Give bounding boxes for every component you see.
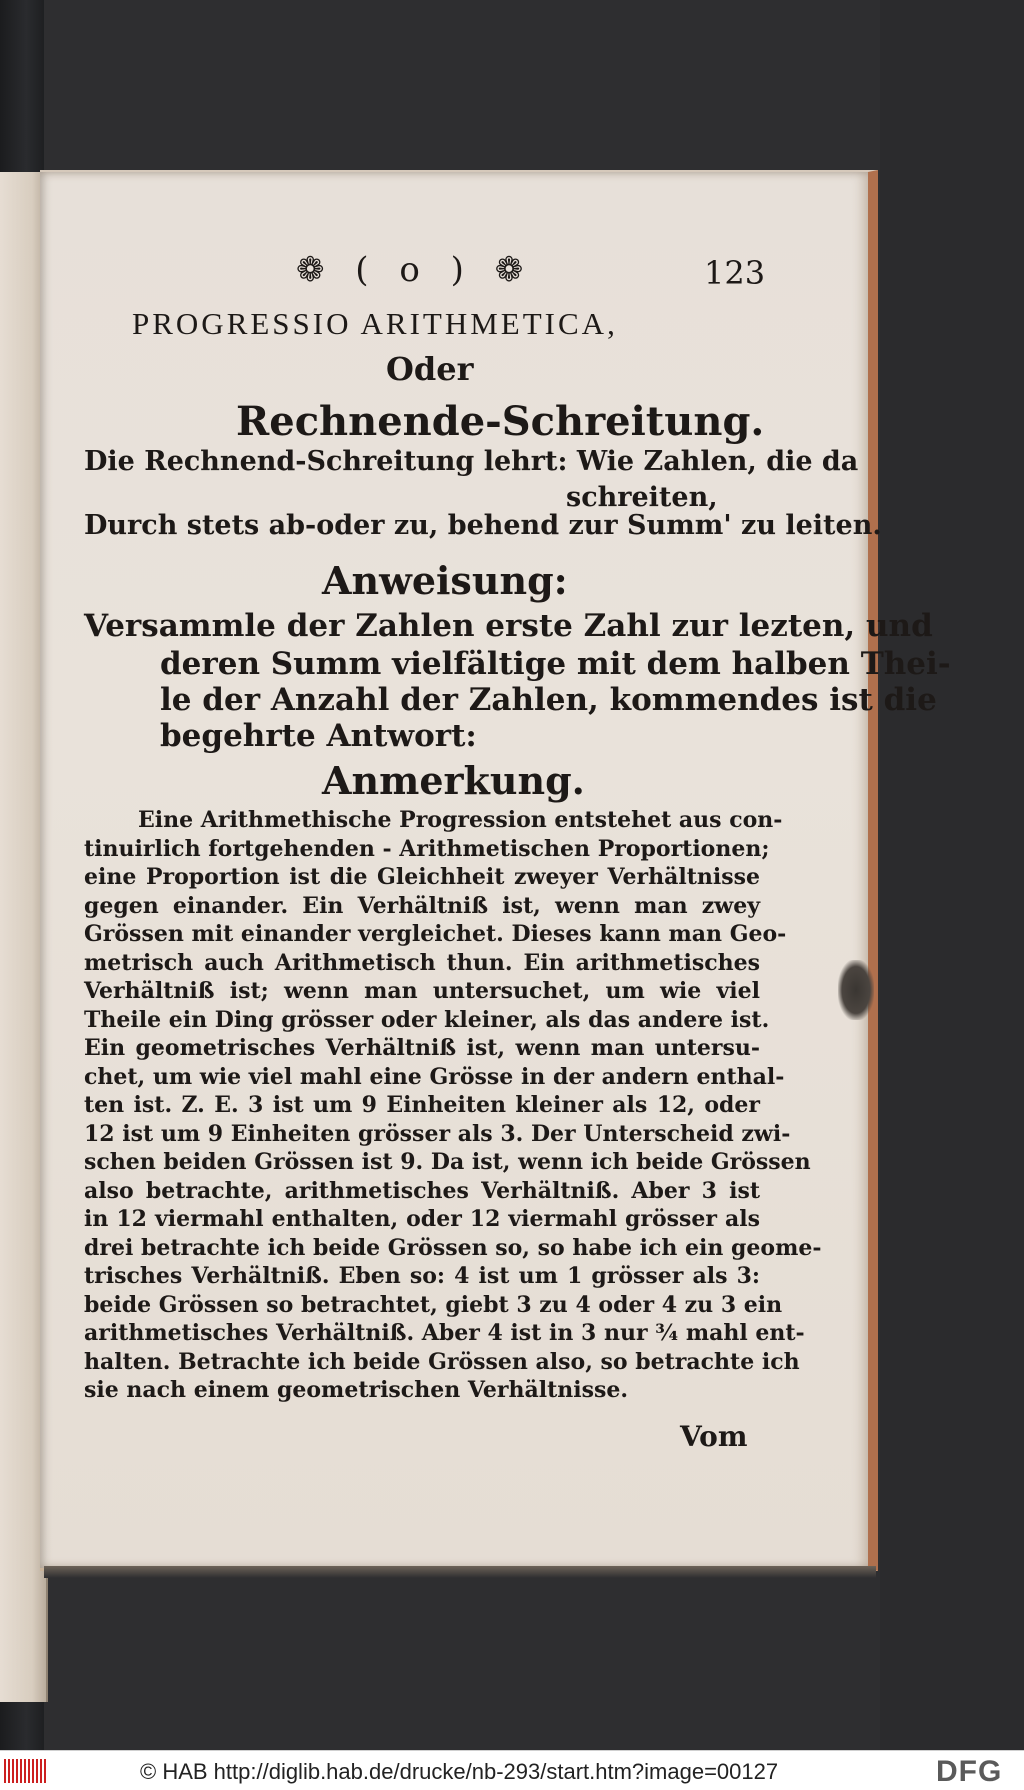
footer-credit-link[interactable]: © HAB http://diglib.hab.de/drucke/nb-293/start.htm?image=00127	[140, 1759, 779, 1784]
motto-line: schreiten,	[566, 482, 718, 513]
body-line: Grössen mit einander vergleichet. Dieses kann man Geo-	[84, 921, 787, 947]
body-line: drei betrachte ich beide Grössen so, so habe ich ein geome-	[84, 1234, 822, 1261]
anmerkung-body	[84, 806, 822, 1405]
body-line: beide Grössen so betrachtet, giebt 3 zu 4 oder 4 zu 3 ein	[84, 1291, 783, 1318]
motto-line: Durch stets ab-oder zu, behend zur Summ' zu leiten.	[84, 510, 882, 541]
body-line: Ein geometrisches Verhältniß ist, wenn man untersu-	[84, 1035, 760, 1061]
title-latin: PROGRESSIO ARITHMETICA,	[132, 306, 618, 341]
body-line: tinuirlich fortgehenden - Arithmetischen Proportionen;	[84, 835, 770, 862]
body-line: eine Proportion ist die Gleichheit zweyer Verhältnisse	[84, 864, 760, 890]
header-ornament: ❁ ( o ) ❁	[296, 250, 534, 290]
title-german: Rechnende-Schreitung.	[236, 398, 765, 445]
instruction-line: Versammle der Zahlen erste Zahl zur lezten, und	[84, 608, 933, 644]
body-line: metrisch auch Arithmetisch thun. Ein arithmetisches	[84, 949, 760, 976]
body-line: chet, um wie viel mahl eine Grösse in der andern enthal-	[84, 1063, 785, 1090]
body-line: schen beiden Grössen ist 9. Da ist, wenn ich beide Grössen	[84, 1149, 811, 1175]
title-oder: Oder	[386, 350, 474, 388]
body-line: halten. Betrachte ich beide Grössen also, so betrachte ich	[84, 1348, 800, 1375]
page-shadow	[44, 1566, 876, 1578]
section-heading-anweisung: Anweisung:	[322, 558, 568, 603]
instruction-line: deren Summ vielfältige mit dem halben Thei-	[160, 646, 951, 682]
body-line: 12 ist um 9 Einheiten grösser als 3. Der Unterscheid zwi-	[84, 1120, 791, 1147]
body-line: arithmetisches Verhältniß. Aber 4 ist in 3 nur ¾ mahl ent-	[84, 1320, 805, 1346]
page-number: 123	[704, 254, 766, 292]
catchword: Vom	[680, 1420, 748, 1453]
scanner-background-right	[880, 0, 1024, 1750]
body-line: Theile ein Ding grösser oder kleiner, als das andere ist.	[84, 1006, 770, 1033]
body-line: sie nach einem geometrischen Verhältnisse.	[84, 1377, 629, 1403]
footer-bar	[0, 1750, 1024, 1790]
body-line: gegen einander. Ein Verhältniß ist, wenn man zwey	[84, 892, 760, 919]
dfg-logo: DFG	[936, 1755, 1003, 1788]
body-line: Eine Arithmethische Progression entstehet aus con-	[138, 807, 783, 833]
body-line: in 12 viermahl enthalten, oder 12 viermahl grösser als	[84, 1206, 760, 1232]
barcode-icon	[4, 1759, 48, 1783]
page-edge-stain	[838, 960, 874, 1020]
instruction-line: begehrte Antwort:	[160, 718, 477, 754]
instruction-line: le der Anzahl der Zahlen, kommendes ist die	[160, 682, 937, 718]
body-line: ten ist. Z. E. 3 ist um 9 Einheiten kleiner als 12, oder	[84, 1092, 760, 1118]
body-line: also betrachte, arithmetisches Verhältniß. Aber 3 ist	[84, 1177, 760, 1204]
motto-line: Die Rechnend-Schreitung lehrt: Wie Zahlen, die da	[84, 446, 859, 477]
section-heading-anmerkung: Anmerkung.	[322, 758, 585, 803]
body-line: trisches Verhältniß. Eben so: 4 ist um 1 grösser als 3:	[84, 1263, 760, 1289]
body-line: Verhältniß ist; wenn man untersuchet, um wie viel	[84, 978, 760, 1004]
